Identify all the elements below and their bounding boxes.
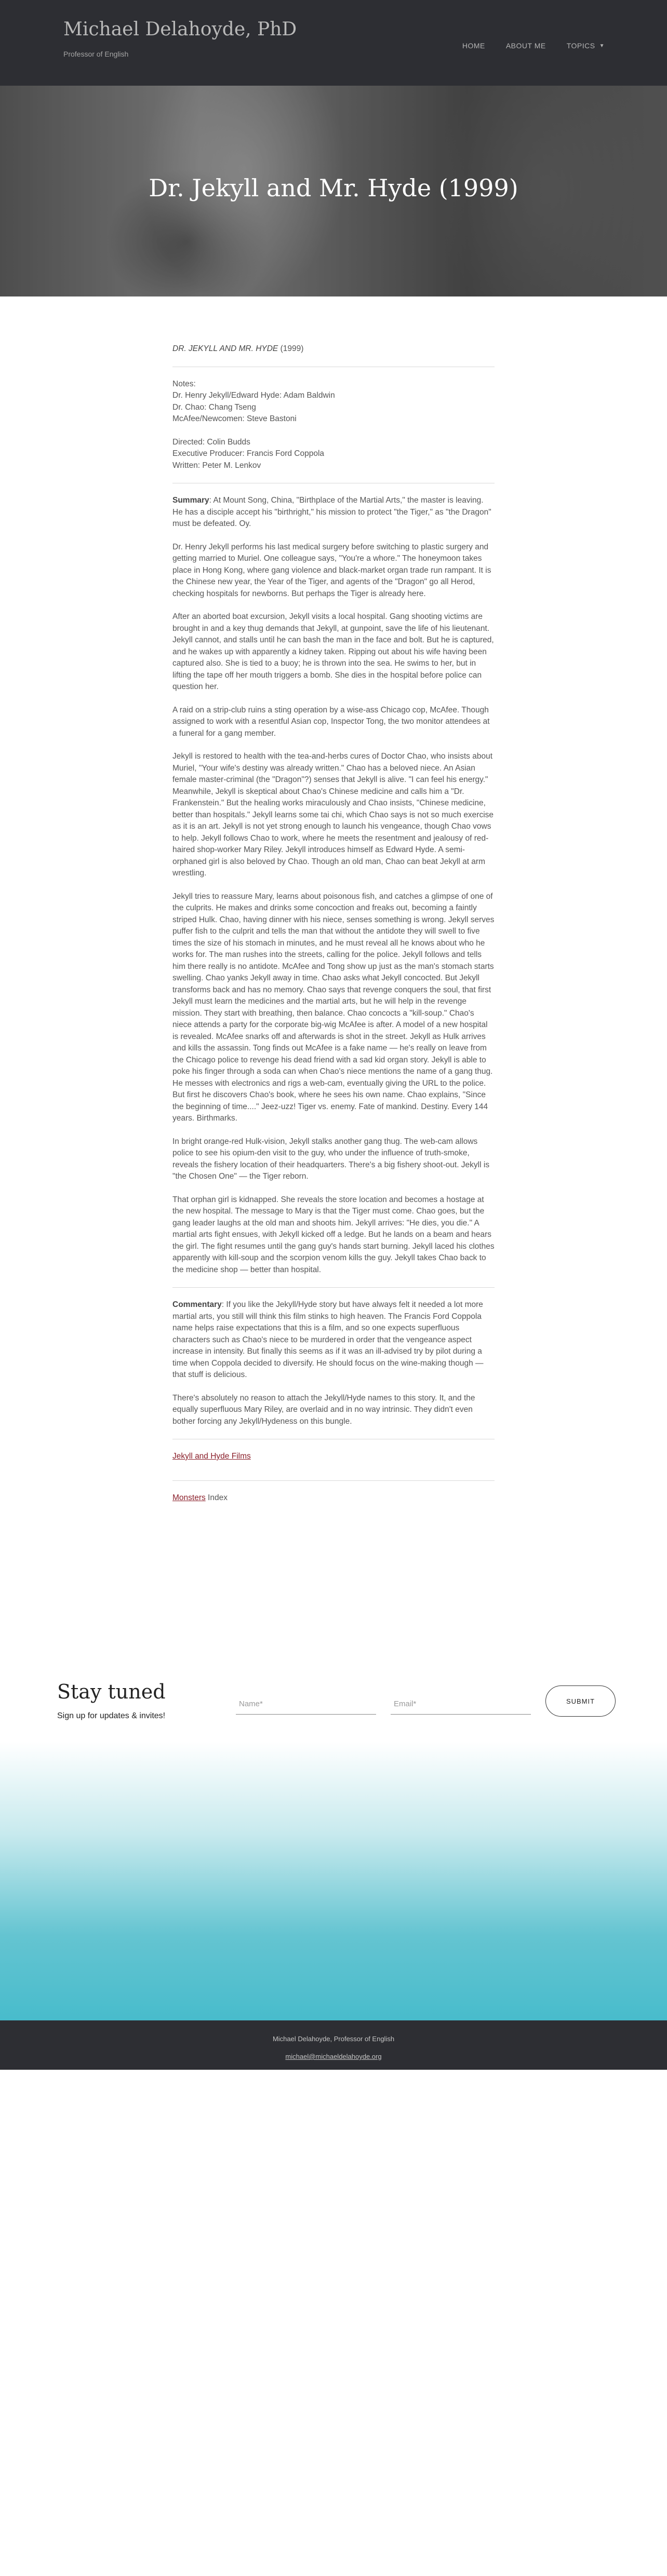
site-footer — [0, 2020, 667, 2070]
summary-paragraph: After an aborted boat excursion, Jekyll visits a local hospital. Gang shooting victims are brought in and a key thug demands that Jekyll, at gunpoint, save the life of his lieutenant. Jekyll cannot, and stalls until he can bash the man in the face and bolt. But he is captured, and he wakes up with apparently a kidney taken. Ripping out about his wife having been captured also. She is tied to a buoy; he is thrown into the sea. He swims to her, but in lifting the tape off her mouth triggers a bomb. She dies in the hospital before police can question her. — [172, 612, 494, 691]
newsletter-subtitle: Sign up for updates & invites! — [57, 1711, 166, 1720]
crew-block — [172, 437, 495, 472]
nav-topics-label: TOPICS — [566, 42, 595, 50]
monsters-link[interactable]: Monsters — [172, 1493, 206, 1502]
summary-label: Summary — [172, 496, 209, 505]
nav-about-me-label: ABOUT ME — [505, 42, 546, 50]
cast-line: Dr. Henry Jekyll/Edward Hyde: Adam Baldwin — [172, 391, 335, 400]
summary-paragraph — [172, 495, 495, 530]
site-header — [0, 0, 667, 86]
article-body — [172, 296, 495, 1504]
commentary-label: Commentary — [172, 1300, 222, 1309]
crew-line: Directed: Colin Budds — [172, 437, 250, 447]
email-field[interactable] — [391, 1694, 531, 1715]
index-text: Index — [205, 1493, 228, 1502]
intro-title: DR. JEKYLL AND MR. HYDE — [172, 344, 278, 353]
newsletter-signup — [0, 1680, 667, 2020]
notes-colon: : — [193, 379, 196, 388]
nav-home[interactable] — [462, 42, 485, 50]
intro-line — [172, 343, 495, 355]
commentary-paragraph — [172, 1299, 495, 1381]
nav-home-label: HOME — [462, 42, 485, 50]
summary-paragraph: In bright orange-red Hulk-vision, Jekyll stalks another gang thug. The web-cam allows police to see his opium-den visit to the guy, who under the influence of truth-smoke, reveals the fishery location of their headquarters. There's a big fishery shoot-out. Jekyll is "the Chosen One" — the Tiger reborn. — [172, 1137, 490, 1181]
summary-paragraph: Dr. Henry Jekyll performs his last medical surgery before switching to plastic surgery and getting married to Muriel. One colleague says, "You're a whore." The honeymoon takes place in Hong Kong, where gang violence and black-market organ trade run rampant. It is the Chinese new year, the Year of the Tiger, and agents of the "Dragon" go all Herod, checking hospitals for newborns. But perhaps the Tiger is already here. — [172, 542, 491, 598]
divider — [172, 1287, 495, 1288]
cast-line: McAfee/Newcomen: Steve Bastoni — [172, 414, 297, 423]
paragraph-text: : If you like the Jekyll/Hyde story but have always felt it needed a lot more martial arts, you still will think this film stinks to high heaven. The Francis Ford Coppola name helps raise expectations that this is a film, and so one expects superfluous characters such as Chao's niece to be murdered in order that the vengeance aspect increase in intensity. But finally this seems as if it was an ill-advised try by pilot during a time when Coppola decided to diversify. He should focus on the wine-making though — that stuff is delicious. — [172, 1300, 484, 1379]
commentary-paragraph: There's absolutely no reason to attach the Jekyll/Hyde names to this story. It, and the equally superfluous Mary Riley, are overlaid and in no way intrinsic. They didn't even bother forcing any Jekyll/Hydeness on this bungle. — [172, 1393, 475, 1426]
name-field[interactable] — [236, 1694, 376, 1715]
crew-line: Written: Peter M. Lenkov — [172, 461, 261, 470]
summary-paragraph: A raid on a strip-club ruins a sting operation by a wise-ass Chicago cop, McAfee. Though assigned to work with a resentful Asian cop, Inspector Tong, the two monitor attendees at a funeral for a gang member. — [172, 705, 490, 738]
summary-paragraph: That orphan girl is kidnapped. She reveals the store location and becomes a hostage at the new hospital. The message to Mary is that the Tiger must come. Chao goes, but the gang leader laughs at the old man and shoots him. Jekyll arrives: "He dies, you die." A martial arts fight ensues, with Jekyll kicked off a ledge. But he lands on a beam and hears the girl. The fight resumes until the gang guy's hands start burning. Jekyll laced his clothes apparently with kill-soup and the scorpion venom kills the guy. Jekyll takes Chao back to the medicine shop — better than hospital. — [172, 1195, 495, 1274]
paragraph-text: : At Mount Song, China, "Birthplace of the Martial Arts," the master is leaving. He has a disciple accept his "birthright," his mission to protect "the Tiger," as "the Dragon" must be defeated. Oy. — [172, 496, 491, 528]
cast-block — [172, 379, 495, 425]
index-line — [172, 1492, 495, 1504]
crew-line: Executive Producer: Francis Ford Coppola — [172, 449, 325, 458]
cast-line: Dr. Chao: Chang Tseng — [172, 402, 256, 412]
jekyll-hyde-films-link[interactable]: Jekyll and Hyde Films — [172, 1452, 251, 1461]
submit-button[interactable]: SUBMIT — [545, 1685, 616, 1717]
hero-banner — [0, 86, 667, 296]
main-nav — [462, 42, 605, 50]
summary-paragraph: Jekyll is restored to health with the tea-and-herbs cures of Doctor Chao, who insists about Muriel, "Your wife's destiny was already written." Chao has a beloved niece. An Asian female master-criminal (the "Dragon"?) senses that Jekyll is alive. "I can feel his energy." Meanwhile, Jekyll is skeptical about Chao's Chinese medicine and calls him a "Dr. Frankenstein." But the healing works miraculously and Chao insists, "Chinese medicine, better than hospitals." Jekyll learns some tai chi, which Chao says is not so much exercise as it is an art. Jekyll is not yet strong enough to launch his vengeance, though Chao vows to help. Jekyll follows Chao to work, where he meets the resentment and jealousy of red-haired shop-worker Mary Riley. Jekyll introduces himself as Edward Hyde. A semi-orphaned girl is also beloved by Chao. Though an old man, Chao can beat Jekyll at arm wrestling. — [172, 752, 494, 878]
films-link-line — [172, 1451, 495, 1463]
summary-paragraph: Jekyll tries to reassure Mary, learns about poisonous fish, and catches a glimpse of one of the culprits. He makes and drinks some concoction and freaks out, becoming a faintly striped Hulk. Chao, having dinner with his niece, senses something is wrong. Jekyll serves puffer fish to the culprit and tells the man that without the antidote they will swell to five times the size of his stomach in minutes, and he must reveal all he knows about who he works for. The man rushes into the streets, calling for the police. Jekyll follows and tells him there really is no antidote. McAfee and Tong show up just as the man's stomach starts swelling. Chao yanks Jekyll away in time. Chao asks what Jekyll concocted. But Jekyll transforms back and has no memory. Chao says that revenge conquers the soul, that first Jekyll must learn the medicines and the martial arts, but he will help in the revenge mission. They start with breathing, then balance. Chao concocts a "kill-soup." Chao's niece attends a party for the corporate big-wig McAfee is after. A model of a new hospital is revealed. McAfee snarks off and afterwards is shot in the street. Jekyll as Hulk arrives and kills the assassin. Tong finds out McAfee is a fake name — he's really on leave from the Chicago police to revenge his dead friend with a sad kid organ story. Jekyll is able to poke his finger through a soda can when Chao's niece mentions the name of a gang thug. He messes with electronics and rigs a web-cam, eventually giving the URL to the police. But first he discovers Chao's book, where he sees his own name. Chao explains, "Since the beginning of time...." Jeez-uzz! Tiger vs. enemy. Fate of mankind. Destiny. Every 144 years. Birthmarks. — [172, 892, 495, 1123]
nav-about-me[interactable] — [506, 42, 546, 50]
footer-text: Michael Delahoyde, Professor of English — [272, 2035, 395, 2043]
intro-year: (1999) — [280, 344, 304, 353]
nav-topics[interactable] — [567, 42, 605, 50]
notes-label: Notes — [172, 379, 194, 388]
page-title: Dr. Jekyll and Mr. Hyde (1999) — [149, 174, 518, 202]
site-title[interactable]: Michael Delahoyde, PhD — [63, 19, 297, 40]
divider — [172, 1480, 495, 1481]
newsletter-title: Stay tuned — [57, 1680, 166, 1703]
site-tagline: Professor of English — [63, 50, 129, 58]
footer-email-link[interactable]: michael@michaeldelahoyde.org — [285, 2053, 382, 2060]
chevron-down-icon: ▼ — [599, 43, 605, 49]
